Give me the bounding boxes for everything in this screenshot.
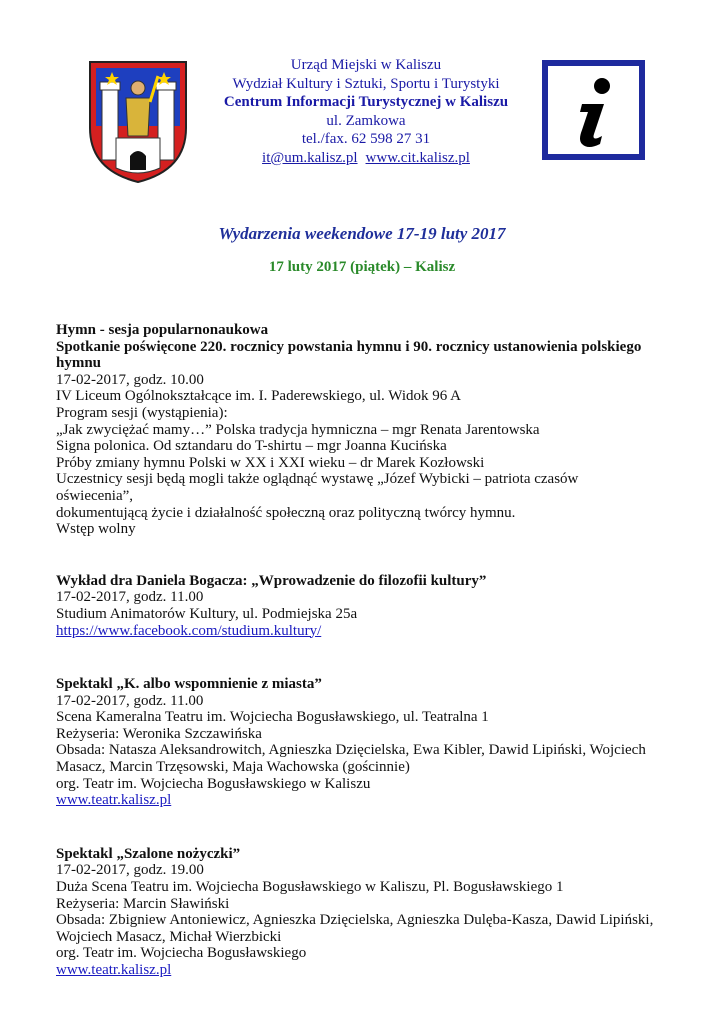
header-office: Urząd Miejski w Kaliszu: [290, 57, 442, 73]
event-subheading: Spotkanie poświęcone 220. rocznicy powstania hymnu i 90. rocznicy ustanowienia polskiego: [56, 338, 642, 355]
event-hymn: [56, 322, 656, 538]
event-heading: Spektakl „K. albo wspomnienie z miasta”: [56, 676, 322, 693]
header-contact-links: [196, 149, 536, 168]
header-center: Centrum Informacji Turystycznej w Kaliszu: [223, 94, 509, 110]
event-detail: Wojciech Masacz, Michał Wierzbicki: [56, 928, 282, 945]
event-link[interactable]: www.teatr.kalisz.pl: [56, 792, 172, 809]
event-detail: Obsada: Zbigniew Antoniewicz, Agnieszka Dzięcielska, Agnieszka Dulęba-Kasza, Dawid Lipiński,: [56, 912, 654, 929]
event-venue: Studium Animatorów Kultury, ul. Podmiejska 25a: [56, 605, 358, 622]
event-detail: Reżyseria: Weronika Szczawińska: [56, 725, 262, 742]
event-date: 17-02-2017, godz. 11.00: [56, 589, 204, 606]
event-detail: Signa polonica. Od sztandaru do T-shirtu – mgr Joanna Kucińska: [56, 438, 447, 455]
event-venue: Duża Scena Teatru im. Wojciecha Bogusławskiego w Kaliszu, Pl. Bogusławskiego 1: [56, 879, 564, 896]
kalisz-crest-icon: [86, 58, 190, 184]
event-venue: IV Liceum Ogólnokształcące im. I. Paderewskiego, ul. Widok 96 A: [56, 388, 461, 405]
event-play-k: [56, 676, 656, 809]
header-block: [196, 56, 536, 167]
event-link[interactable]: www.teatr.kalisz.pl: [56, 962, 172, 978]
event-play-scissors: [56, 846, 656, 979]
event-detail: Próby zmiany hymnu Polski w XX i XXI wieku – dr Marek Kozłowski: [56, 454, 485, 471]
event-date: 17-02-2017, godz. 10.00: [56, 371, 204, 388]
event-detail: dokumentującą życie i działalność społeczną oraz polityczną twórcy hymnu.: [56, 504, 516, 521]
event-detail: Masacz, Marcin Trzęsowski, Maja Wachowska (gościnnie): [56, 759, 410, 776]
event-heading: Wykład dra Daniela Bogacza: „Wprowadzenie do filozofii kultury”: [56, 572, 487, 589]
event-detail: Reżyseria: Marcin Sławiński: [56, 895, 230, 912]
event-venue: Scena Kameralna Teatru im. Wojciecha Bogusławskiego, ul. Teatralna 1: [56, 709, 489, 726]
page-subtitle: 17 luty 2017 (piątek) – Kalisz: [268, 259, 456, 275]
header-department: Wydział Kultury i Sztuki, Sportu i Turystyki: [232, 75, 500, 92]
events-list: [56, 322, 656, 979]
page-title: Wydarzenia weekendowe 17-19 luty 2017: [218, 224, 506, 243]
event-detail: „Jak zwyciężać mamy…” Polska tradycja hymniczna – mgr Renata Jarentowska: [56, 421, 540, 438]
event-detail: Wstęp wolny: [56, 521, 136, 538]
website-link[interactable]: www.cit.kalisz.pl: [365, 149, 470, 166]
event-detail: org. Teatr im. Wojciecha Bogusławskiego: [56, 945, 307, 962]
email-link[interactable]: it@um.kalisz.pl: [262, 149, 358, 166]
event-date: 17-02-2017, godz. 11.00: [56, 692, 204, 709]
header-street: ul. Zamkowa: [326, 112, 406, 129]
header-phone: tel./fax. 62 598 27 31: [301, 131, 431, 147]
event-detail: Obsada: Natasza Aleksandrowitch, Agnieszka Dzięcielska, Ewa Kibler, Dawid Lipiński, Wojciech: [56, 742, 646, 759]
tourist-information-icon: [542, 60, 645, 160]
event-detail: org. Teatr im. Wojciecha Bogusławskiego w Kaliszu: [56, 775, 371, 792]
event-detail: Program sesji (wystąpienia):: [56, 404, 228, 421]
event-heading: Hymn - sesja popularnonaukowa: [56, 322, 269, 338]
event-detail: Uczestnicy sesji będą mogli także oglądnąć wystawę „Józef Wybicki – patriota czasów oświecenia”,: [56, 471, 579, 504]
event-date: 17-02-2017, godz. 19.00: [56, 862, 204, 879]
event-subheading-cont: hymnu: [56, 355, 102, 372]
event-link[interactable]: https://www.facebook.com/studium.kultury/: [56, 622, 322, 639]
event-lecture: [56, 573, 656, 639]
event-heading: Spektakl „Szalone nożyczki”: [56, 845, 241, 862]
